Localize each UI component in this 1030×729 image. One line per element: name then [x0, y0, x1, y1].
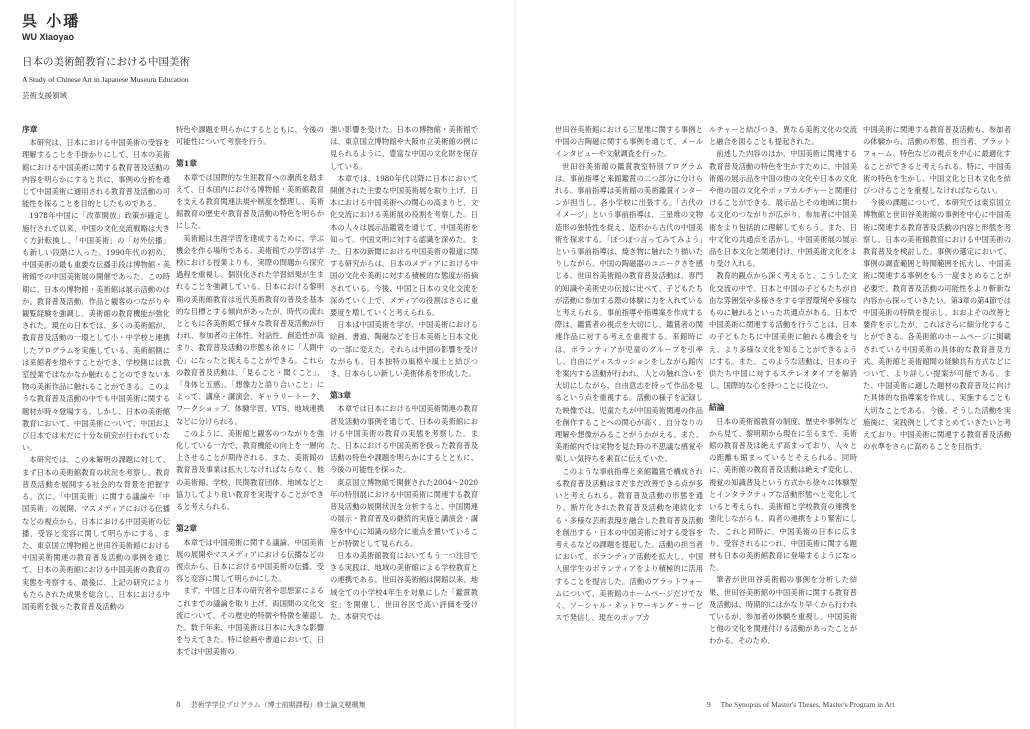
body-paragraph: 世田谷美術館の鑑賞教室特別プログラムは、事前指導と来館鑑賞の二つ部分に分けられる。事前指導は美術館の美術鑑賞インターンが担当し、各小学校に出張する。「古代のイメージ」という事前指導は、三星堆の文物造形の独特性を捉え、造形から古代の中国美術を探求する。「ぽつぽつ言ってみてみよう」という事前指導は、焼き物に触れたり描いたりしながら、中国の陶磁器のユニークさを感じる。世田谷美術館の教育普及活動は、専門的知識や美術史の伝授に比べて、子どもたちが活動に参加する際の体験に力を入れていると考えられる。事前指導や指導案を作成する際は、鑑賞者の視点を大切にし、鑑賞者の関連作品に対する考えを重視する。来館時には、ボランティアが児童のグループを引率し、自由にディスカッションをしながら館内を案内する活動が行われ、人との触れ合いを大切にしながら、自由意志を持って作品を見るという点を重視する。活動の様子を記録した映像では、児童たちが中国美術関連の作品を創作することへの関心が高く、自分なりの理解や想像がみることがうかがえる。また、美術館内では実物を見た時の不思議な感覚や楽しい気持ちを素直に伝えていた。 [555, 161, 703, 464]
section-heading: 第2章 [176, 524, 198, 534]
body-paragraph: 美術館は生涯学習を達成するために、学ぶ機会を作る場所である。美術館での学習は学校における授業よりも、実際の問題から探究過程を重視し、個別化された学習結果が生まれることを強調している。日本における黎明期の美術館教育は近代美術教育の普及を基本的な目標とする傾向があったが、時代の流れとともに各美術館で様々な教育普及活動が行われ、参加者の主体性、対話性、創造性が高まり、教育普及活動の形態も徐々に「人間中心」になったと捉えることができる。これらの教育普及活動は、「見ること・聞くこと」、「身体と五感」、「想像力と語り合いこと」によって、講座・講演会、ギャラリートーク、ワークショップ、体験学習、VTS、地域連携などに分けられる。 [176, 233, 324, 426]
body-paragraph: 中国美術に関連する教育普及活動も、参加者の体験から、活動の形態、担当者、プラットフォーム、特色などの視点を中心に最適化することができると考えられる。特に、中国美術の特色を生かし、中国文化と日本文化を結びつけることを重視しなければならない。 [863, 125, 1011, 196]
body-paragraph: 本章では中国美術に関する議論、中国美術展の展開やマスメディアにおける伝播などの視点から、日本における中国美術の伝播、受容と変容に関して明らかにした。 [176, 537, 324, 584]
author-name-en: WU Xiaoyao [22, 32, 75, 42]
section-heading: 第1章 [176, 159, 198, 169]
left-column-3 [330, 124, 478, 690]
body-paragraph: 強い影響を受けた。日本の博物館・美術館では、東京国立博物館や大阪市立美術館の例に見られるように、豊富な中国の文化財を保存している。 [330, 125, 478, 171]
page-number: 8 [176, 701, 181, 709]
body-paragraph: 教育的観点から深く考えると、こうした文化交流の中で、日本と中国の子どもたちが自由な雰囲気や多様さをする学習環境や多様なものに触れるといった共通点がある。日本で中国美術に関連する活動を行うことは、日本の子どもたちに中国美術に触れる機会を与え、より多様な文化を知ることができるようにする。また、このような活動は、日本の子供たち中国に対するステレオタイプを解消し、国際的な心を持つことに役立つ。 [709, 271, 857, 391]
body-paragraph: このように、美術館と観客のつながりを強化している一方で、教育機能の向上を一層向上させることが期待される。また、美術館の教育普及事業は拡大しなければならなく、他の美術館、学校、民間教育団体、地域などと協力してより良い教育を実現することができると考えられる。 [176, 428, 324, 512]
body-paragraph: 筆者が世田谷美術館の事例を分析した結果、世田谷美術館の中国美術に関する教育普及活動は、時期的にはかなり早くから行われているが、参加者の体験を重視し、中国美術と他の文化を関連付ける活動があったことがわかる。そのため、 [709, 575, 857, 646]
publication-title: 芸術学学位プログラム（博士前期課程）修士論文梗概集 [190, 701, 366, 709]
right-page [515, 0, 1030, 729]
body-paragraph: 前述した内容のほか、中国美術に関連する教育普及活動の特色を生かすために、中国美術館の展示品を中国の他の文化や日本の文化や他の国の文化やポップカルチャーと関連付けることができる。展示品とその地域に関わる文化のつながりが広がり、参加者に中国美術をより包括的に理解してもらう。また、日中文化の共通点を活かし、中国美術展の展示品を日本文化と関連付け、中国美術文化をより受け入れる。 [709, 149, 857, 269]
section-spacer [176, 148, 324, 158]
right-column-3 [863, 124, 1011, 690]
page-number: 9 [707, 700, 711, 709]
section-spacer [176, 513, 324, 523]
article-title-ja: 日本の美術館教育における中国美術 [22, 56, 190, 68]
section-heading: 第3章 [330, 391, 352, 401]
body-paragraph: 本研究は、日本における中国美術の受容を理解することを手掛かりにして、日本の美術館における中国美術に関する教育普及活動の内容を明らかにすると共に、事例の分析を通じて中国美術に適用される教育普及活動の可能性を探ることを目的としたものである。 [22, 138, 170, 209]
body-paragraph: ルチャーと結びつき、異なる美術文化の交流と融合を図ることも提起された。 [709, 125, 857, 147]
body-paragraph: 日本の美術館教育の制度、歴史や事例などから見て、黎明期から現在に至るまで、美術館の教育普及は絶えず高まっており、人々との距離も縮まっているとそえられる。同時に、美術館の教育普及活動は絶えず変化し、視覚の知識普及という方式から徐々に体験型とインタラクティブな活動形態へと変化していると考えられ、美術館と学校教育の連携を強化しながらも、両者の連携をより緊密にした。これと同時に、中国美術の日本に広まり、受容されるにつれ、中国美術に関する題材も日本の美術館教育に登場するようになった。 [709, 416, 857, 573]
section-spacer [709, 392, 857, 402]
body-paragraph: 東京国立博物館で開催された2004〜2020年の特別展における中国美術に関連する教育普及活動の展開状況を分析すると、中国関連の展示・教育普及の継続的実施と講演会・講座を中心に知識の紹介に重点を置いていることが特徴として見られる。 [330, 477, 478, 548]
section-spacer [330, 380, 478, 390]
folio-right [707, 700, 895, 709]
folio-left [176, 700, 366, 710]
author-name-ja: 呉 小璠 [22, 12, 81, 30]
body-paragraph: 日本は中国美術を学び、中国美術における絵画、書道、陶磁などを日本美術と日本文化の一部に変えた。それらは中国の影響を受けながらも、日本独特の風格や風土と結びつき、日本らしい新しい美術体系を形成した。 [330, 320, 478, 379]
article-title-en: A Study of Chinese Art in Japanese Museum Education [22, 75, 189, 84]
body-paragraph: 今後の課題について、本研究では東京国立博物館と世田谷美術館の事例を中心に中国美術に関連する教育普及活動の内容と形態を考察し、日本の美術館教育における中国美術の教育普及を検討した。事例の選定において、事例の調査範囲と時間範囲を拡大し、中国美術に関連する事例をもう一度まとめることが必要で、教育普及活動の可能性をより斬新な内容から探っていきたい。第3章の第4節では中国美術の特徴を提示し、おおよその改善と要件を示したが、これはさらに細分化することができる。各美術館のホームページに掲載されている中国美術の具体的な教育普及方式、美術館と美術館間の経験共有方式などについて、より詳しい提案が可能である。また、中国美術に適した題材の教育普及に向けた具体的な指導案を作成し、実施することも大切なことである。今後、そうした活動を実施後に、実践例としてまとめていきたいと考えており、中国美術に関連する教育普及活動の水準をさらに高めることを目指す。 [863, 198, 1011, 452]
section-heading: 序章 [22, 125, 38, 134]
body-paragraph: 本章では国際的な生涯教育への潮流を踏まえて、日本国内における博物館・美術館教育を支える教育関連法規や制度を整理し、美術館教育の歴史や教育普及活動の特色を明らかにした。 [176, 172, 324, 231]
body-paragraph: 特色や課題を明らかにするとともに、今後の可能性について考察を行う。 [176, 125, 324, 147]
body-paragraph: 世田谷美術館における三星堆に関する事例と中国の古陶磁に関する事例を通じて、メールインタビューや文献調査を行った。 [555, 125, 703, 159]
body-paragraph: 1978年中国に「改革開放」政策が確定し施行されて以来、中国の文化交流戦略は大きく方針転換し、「中国美術」の「対外伝播」も新しい段階に入った。1990年代の初め、中国美術の最も重要な伝播手段は博物館・美術館での中国美術展の開催であった。この時期に、日本の博物館・美術館は展示活動のほか、教育普及活動、作品と観客のつながりや観覧経験を強調し、美術館の教育機能が強化された。現在の日本では、多くの美術館が、教育普及活動の一環として小・中学校と連携したプログラムを実施している。美術館側には来館者を増やすことができ、学校側には教室授業ではなかなか触れることのできない本物の美術作品に触れることができる。このような教育普及活動の中でも中国美術に関する題材が時々登場する。しかし、日本の美術館教育において、中国美術について、中国および日本では未だに十分な研究が行われていない。 [22, 211, 170, 453]
left-column-1 [22, 124, 170, 690]
body-paragraph: 本章では日本における中国美術関連の教育普及活動の事例を通じて、日本の美術館における中国美術の教育の実態を考察した。また、日本における中国美術を扱った教育普及活動の特色や課題を明らかにするとともに、今後の可能性を探った。 [330, 404, 478, 475]
body-paragraph: まず、中国と日本の研究者や思想家によるこれまでの議論を取り上げ、両国間の文化交流について、その歴史的特徴や特徴を確認した。数千年来、中国美術は日本に大きな影響を与えてきた。特に絵画や書道において、日本では中国美術の [176, 586, 324, 657]
body-paragraph: このような事前指導と来館鑑賞で構成される教育普及活動はまだまだ改善できる点が多いと考えられる。教育普及活動の形態を通り、断片化された教育普及活動を連続化する・多様な芸術表現を融合した教育普及活動を創出する・日本の中国美術に対する受容を考えるなどの課題を提起した。活動の担当者において、ボランティア活動を拡大し、中国人留学生のボランティアをより積極的に活用することを提言した。活動のプラットフォームについて、美術館のホームページだけでなく、ソーシャル・ネットワーキング・サービスで発信し、現在のポップカ [555, 466, 703, 623]
department-label: 芸術支援領域 [22, 91, 67, 100]
right-column-2 [709, 124, 857, 690]
publication-title: The Synopsis of Master's Theses, Master's Program in Art [720, 700, 895, 709]
body-paragraph: 本研究では、この未解明の課題に対して、まず日本の美術館教育の状況を考察し、教育普及活動を展開する社会的な背景を把握する。次に、「中国美術」に関する議論や「中国美術」の展開、マスメディアにおける伝播などの視点から、日本における中国美術の伝播、受容と変容に関して明らかにする。また、東京国立博物館と世田谷美術館における中国美術関連の教育普及活動の事例を通じて、日本の美術館における中国美術の教育の実態を考察する。最後に、上記の研究によりもたらされた成果を総合し、日本における中国美術を扱った教育普及活動の [22, 455, 170, 611]
left-column-2 [176, 124, 324, 690]
section-heading: 結論 [709, 403, 725, 413]
body-paragraph: 本章では、1980年代以降に日本において開催された主要な中国美術展を取り上げ、日本における中国美術への関心の高まりと、文化交流における美術展の役割を考察した。日本の人々は展示品鑑賞を通じて、中国美術を知って、中国文明に対する認識を深めた。また、日本の新聞における中国美術の報道に関する研究からは、日本のメディアにおける中国の文化や美術に対する積極的な態度が指摘されている。今後、中国と日本の文化交流を深めていく上で、メディアの役割はさらに重要度を増していくと考えられる。 [330, 173, 478, 318]
body-paragraph: 日本の美術館教育においてもう一つ注目できる実践は、地域の美術館による学校教育との連携である。世田谷美術館は開館以来、地域全ての小学校4年生を対象にした「鑑賞教室」を開催し、世田谷区で高い評価を受けた。本研究では [330, 550, 478, 621]
article-header [22, 10, 190, 101]
right-column-1 [555, 124, 703, 690]
